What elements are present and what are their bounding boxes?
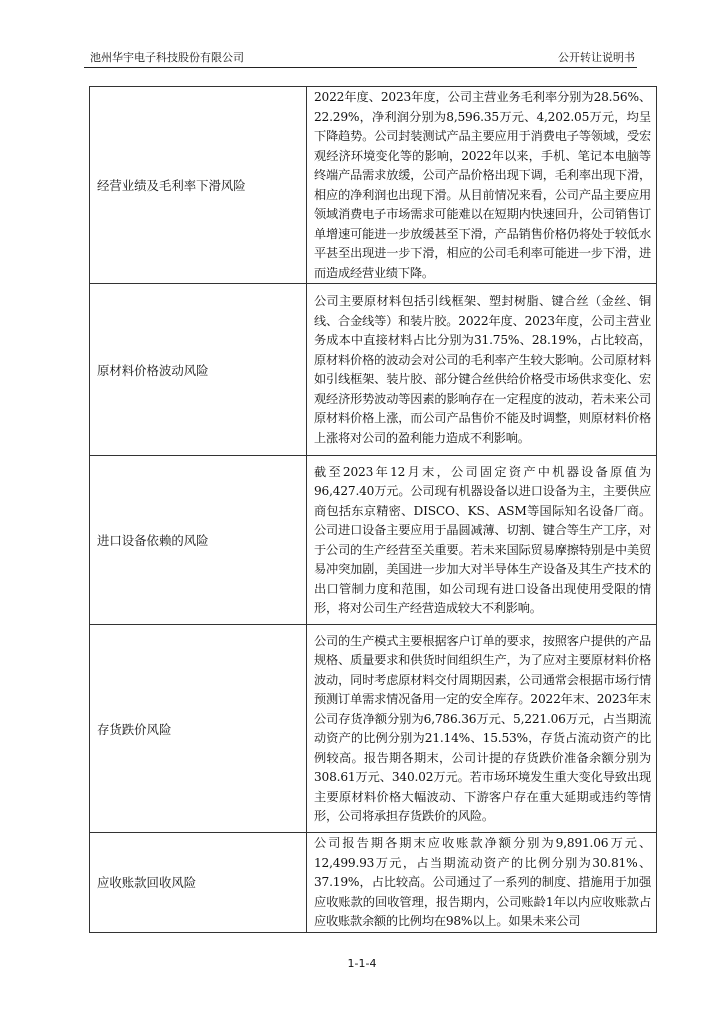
risk-description: 公司的生产模式主要根据客户订单的要求，按照客户提供的产品规格、质量要求和供货时间组织生产，为了应对主要原材料价格波动，同时考虑原材料交付周期因素，公司通常会根据市场行情预测订单需求情况备用一定的安全库存。2022年末、2023年末公司存货净额分别为6,786.36万元、5,221.06万元，占当期流动资产的比例分别为21.14%、15.53%，存货占流动资产的比例较高。报告期各期末，公司计提的存货跌价准备余额分别为308.61万元、340.02万元。若市场环境发生重大变化导致出现主要原材料价格大幅波动、下游客户存在重大延期或违约等情形，公司将承担存货跌价的风险。: [307, 625, 657, 833]
risk-row: [90, 833, 657, 933]
risk-factors-table: [89, 86, 657, 933]
header-company-name: 池州华宇电子科技股份有限公司: [90, 51, 244, 64]
risk-row: [90, 87, 657, 284]
risk-row: [90, 284, 657, 456]
risk-description: 2022年度、2023年度，公司主营业务毛利率分别为28.56%、22.29%，净利润分别为8,596.35万元、4,202.05万元，均呈下降趋势。公司封装测试产品主要应用于消费电子等领域，受宏观经济环境变化等的影响，2022年以来，手机、笔记本电脑等终端产品需求放缓，公司产品价格出现下调，毛利率出现下滑，相应的净利润也出现下滑。从目前情况来看，公司产品主要应用领域消费电子市场需求可能难以在短期内快速回升，公司销售订单增速可能进一步放缓甚至下滑，产品销售价格仍将处于较低水平甚至出现进一步下滑，相应的公司毛利率可能进一步下滑，进而造成经营业绩下降。: [307, 87, 657, 284]
risk-name: 存货跌价风险: [90, 625, 307, 833]
risk-name: 经营业绩及毛利率下滑风险: [90, 87, 307, 284]
risk-row: [90, 456, 657, 625]
page-header: [84, 50, 637, 66]
risk-name: 原材料价格波动风险: [90, 284, 307, 456]
page-number: 1-1-4: [347, 957, 377, 970]
risk-description: 公司报告期各期末应收账款净额分别为9,891.06万元、12,499.93万元，占当期流动资产的比例分别为30.81%、37.19%，占比较高。公司通过了一系列的制度、措施用于加强应收账款的回收管理，报告期内，公司账龄1年以内应收账款占应收账款余额的比例均在98%以上。如果未来公司: [307, 833, 657, 933]
risk-description: 公司主要原材料包括引线框架、塑封树脂、键合丝（金丝、铜线、合金线等）和装片胶。2022年度、2023年度，公司主营业务成本中直接材料占比分别为31.75%、28.19%，占比较高，原材料价格的波动会对公司的毛利率产生较大影响。公司原材料如引线框架、装片胶、部分键合丝供给价格受市场供求变化、宏观经济形势波动等因素的影响存在一定程度的波动，若未来公司原材料价格上涨，而公司产品售价不能及时调整，则原材料价格上涨将对公司的盈利能力造成不利影响。: [307, 284, 657, 456]
risk-row: [90, 625, 657, 833]
header-document-title: 公开转让说明书: [558, 51, 635, 64]
risk-name: 应收账款回收风险: [90, 833, 307, 933]
risk-name: 进口设备依赖的风险: [90, 456, 307, 625]
header-rule: [84, 67, 637, 68]
risk-description: 截至2023年12月末，公司固定资产中机器设备原值为96,427.40万元。公司现有机器设备以进口设备为主，主要供应商包括东京精密、DISCO、KS、ASM等国际知名设备厂商。公司进口设备主要应用于晶圆减薄、切割、键合等生产工序，对于公司的生产经营至关重要。若未来国际贸易摩擦特别是中美贸易冲突加剧，美国进一步加大对半导体生产设备及其生产技术的出口管制力度和范围，如公司现有进口设备出现使用受限的情形，将对公司生产经营造成较大不利影响。: [307, 456, 657, 625]
